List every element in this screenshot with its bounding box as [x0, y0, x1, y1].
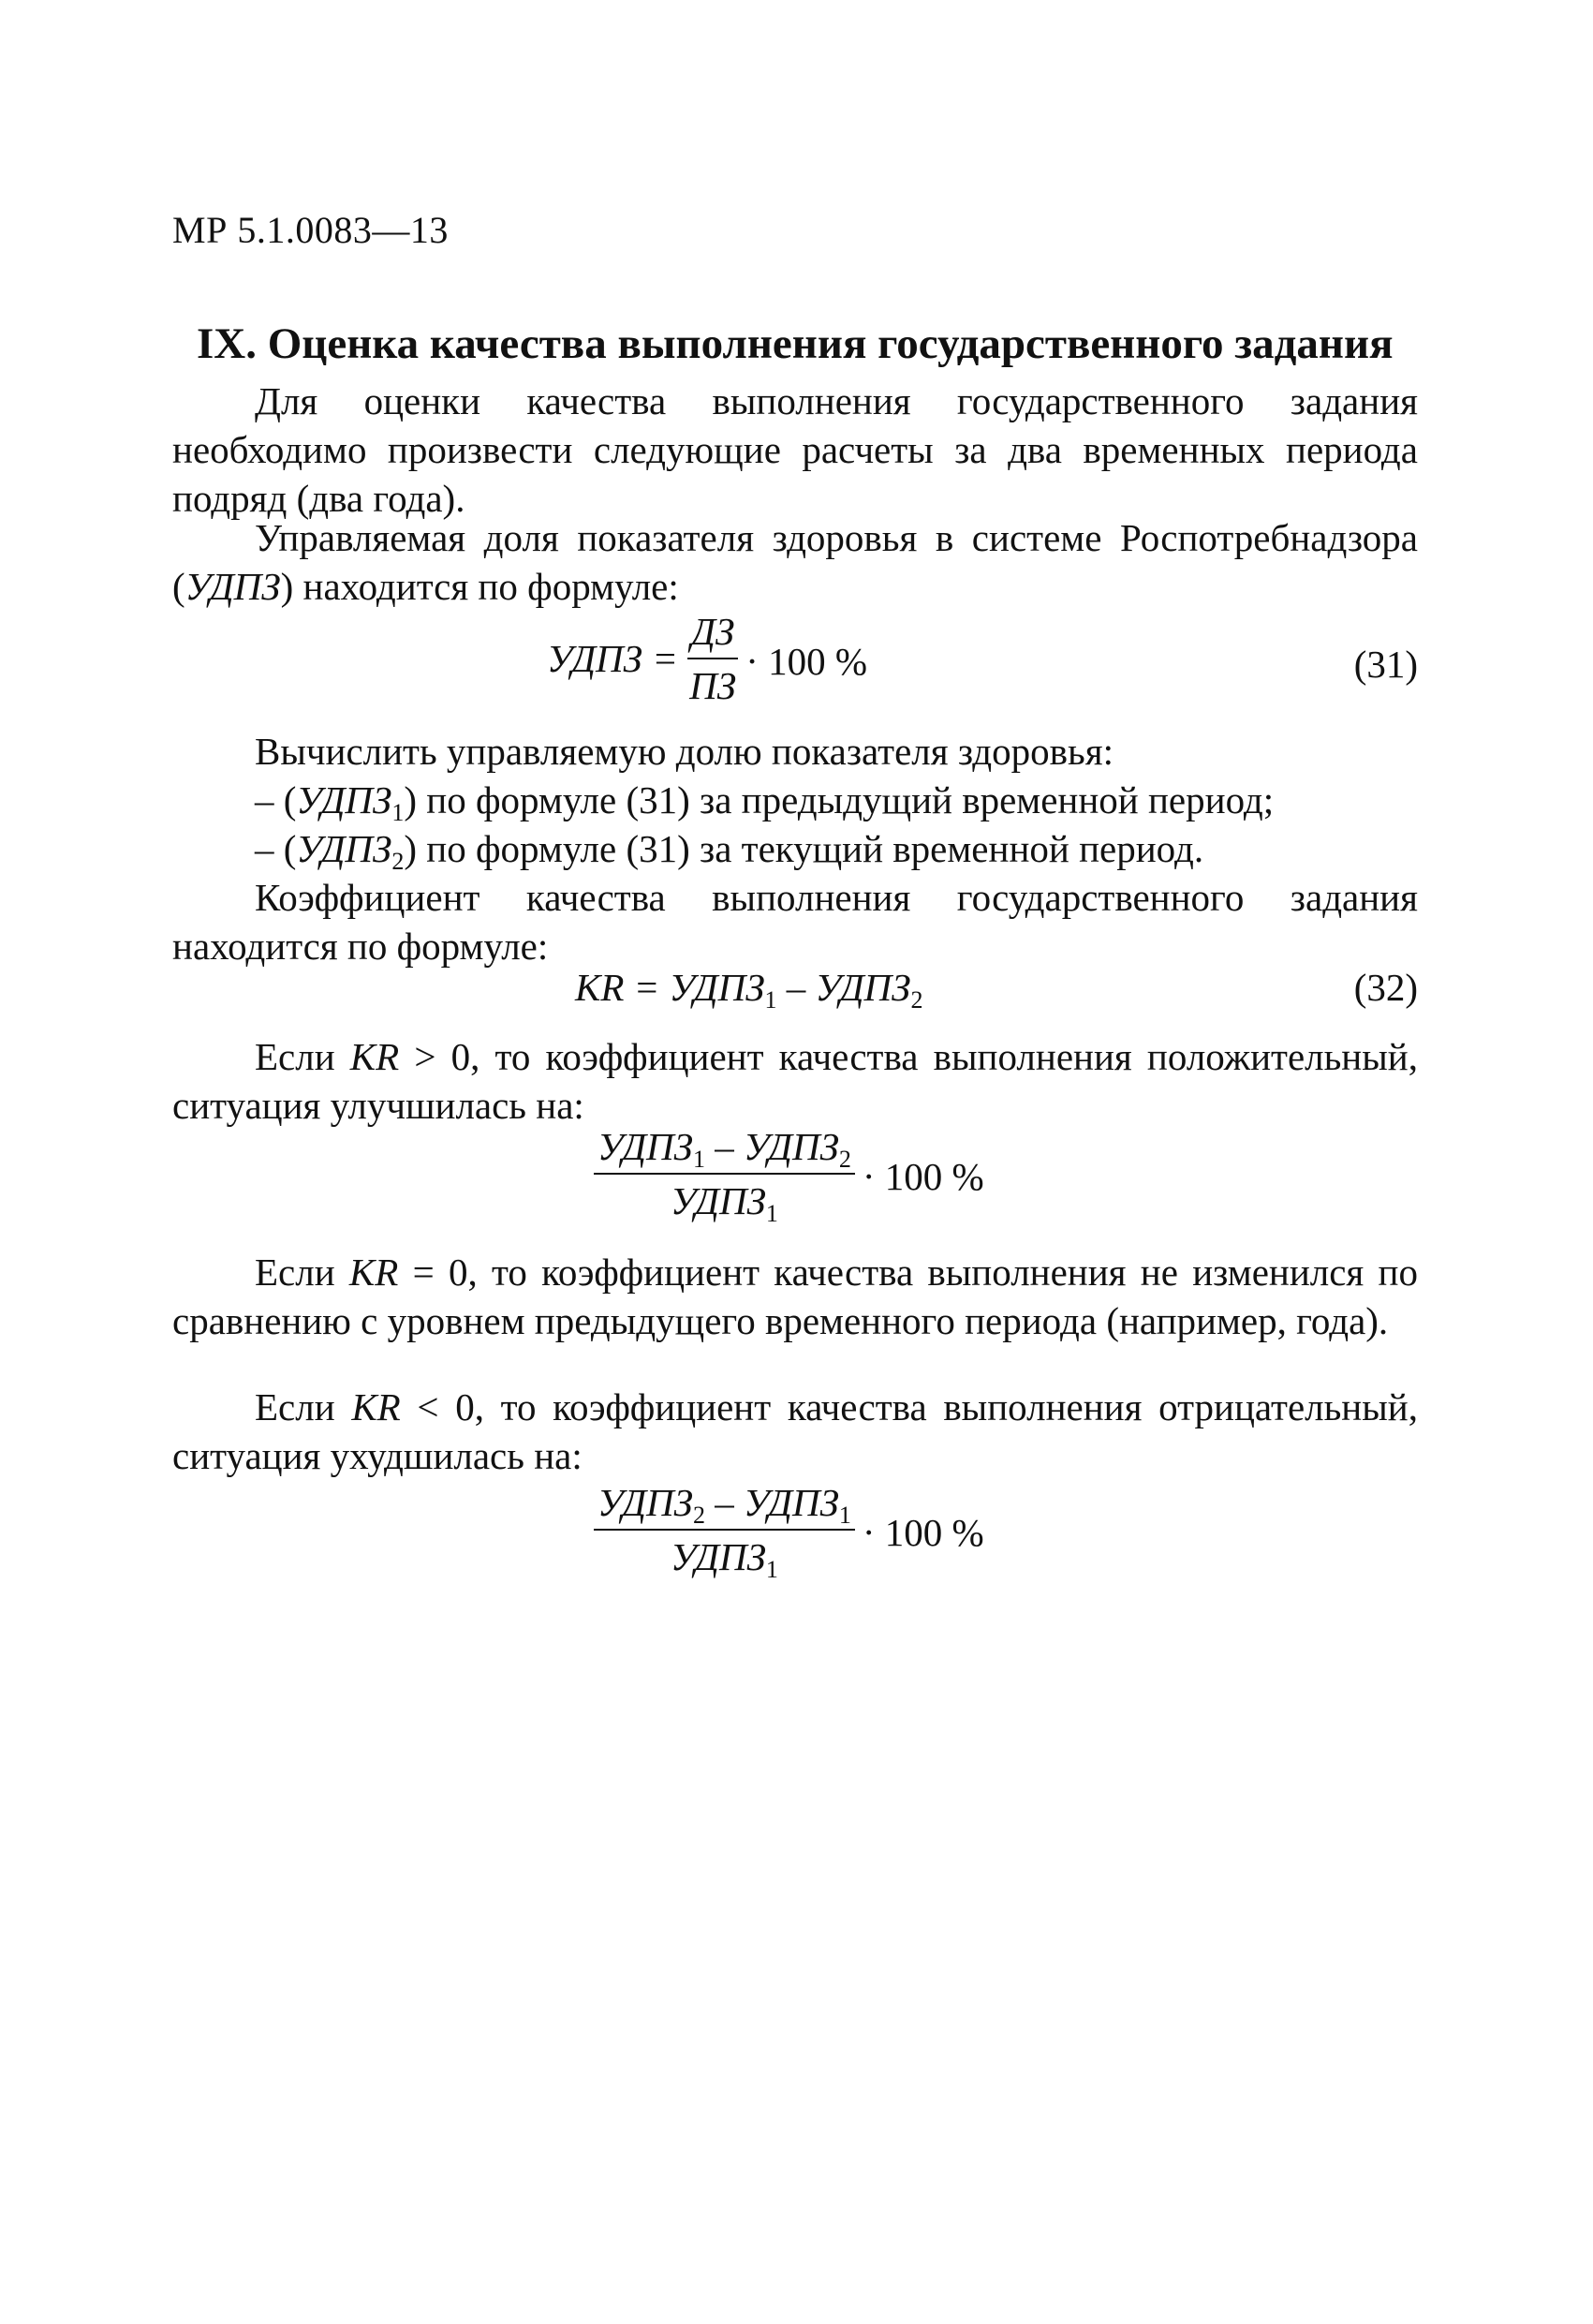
formula-32-number: (32): [1353, 966, 1418, 1009]
formula-31-number: (31): [1353, 643, 1418, 686]
list-item-udpz1: – $(УДПЗ_1)$ по формуле (31) за предыдущий временной период;: [255, 778, 1275, 826]
formula-improvement: [172, 1124, 1418, 1246]
list-item-udpz2: – $(УДПЗ_2)$ по формуле (31) за текущий временной период.: [255, 827, 1204, 875]
paragraph-kr-negative: Если KR < 0, то коэффициент качества выполнения отрицательный, ситуация ухудшилась на:: [172, 1385, 1418, 1477]
paragraph-intro: Для оценки качества выполнения государственного задания необходимо произвести следующие расчеты за два временных периода подряд (два года).: [172, 379, 1418, 520]
formula-31-numerator: ДЗ: [687, 609, 738, 659]
formula-31-denominator: ПЗ: [689, 664, 737, 707]
formula-deterioration-denominator: $УДПЗ_1$: [670, 1535, 778, 1583]
paragraph-kr-zero: Если KR = 0, то коэффициент качества выполнения не изменился по сравнению с уровнем предыдущего временного периода (например, года).: [172, 1251, 1418, 1342]
formula-31: [172, 609, 1418, 721]
formula-31-multiplier: · 100 %: [745, 640, 868, 683]
formula-31-lhs: УДПЗ =: [547, 637, 678, 680]
formula-improvement-numerator: $УДПЗ_1$ – $УДПЗ_2$: [594, 1124, 855, 1175]
formula-deterioration-fraction: [594, 1480, 855, 1583]
paragraph-kr-positive: Если KR > 0, то коэффициент качества выполнения положительный, ситуация улучшилась на:: [172, 1035, 1418, 1127]
formula-improvement-denominator: $УДПЗ_1$: [670, 1179, 778, 1227]
formula-31-fraction: [687, 609, 738, 708]
formula-deterioration-numerator: $УДПЗ_2$ – $УДПЗ_1$: [594, 1480, 855, 1531]
formula-32: [172, 965, 1418, 1021]
formula-31-expression: [547, 609, 867, 708]
paragraph-udpz-definition: Управляемая доля показателя здоровья в системе Роспотребнадзора (УДПЗ) находится по формуле:: [172, 516, 1418, 608]
paragraph-compute: Вычислить управляемую долю показателя здоровья:: [255, 730, 1114, 773]
formula-32-expression: KR = $УДПЗ_1$ – $УДПЗ_2$: [575, 966, 923, 1014]
formula-improvement-fraction: [594, 1124, 855, 1227]
document-code: МР 5.1.0083—13: [172, 209, 449, 251]
paragraph-coefficient: Коэффициент качества выполнения государственного задания находится по формуле:: [172, 876, 1418, 968]
section-title: IX. Оценка качества выполнения государственного задания: [197, 319, 1394, 368]
formula-deterioration-multiplier: · 100 %: [862, 1511, 984, 1554]
udpz-variable: УДПЗ: [184, 565, 281, 608]
formula-deterioration: [172, 1480, 1418, 1602]
formula-improvement-multiplier: · 100 %: [862, 1155, 984, 1198]
